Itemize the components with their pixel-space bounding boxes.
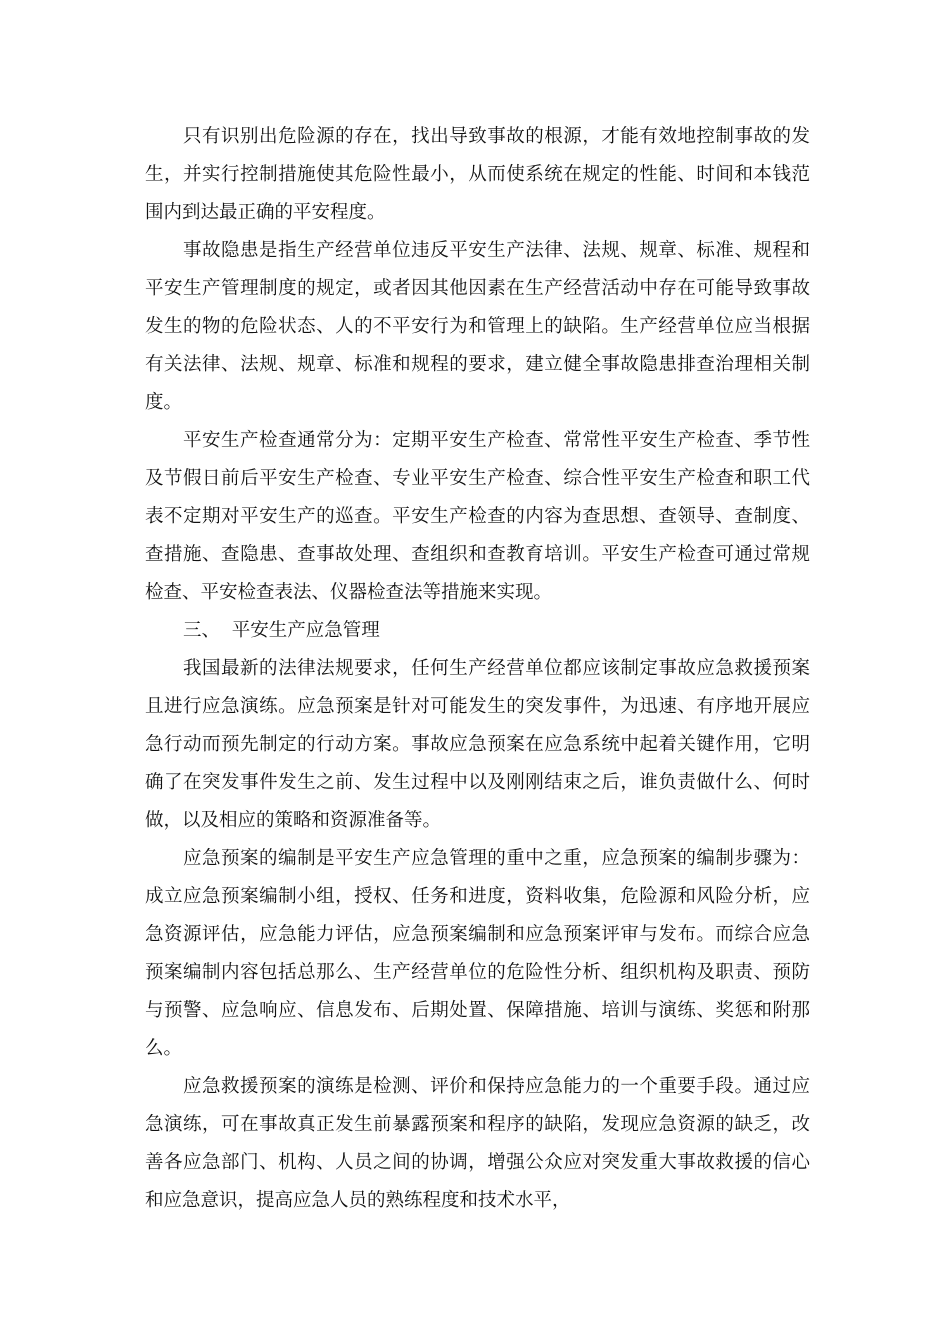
paragraph-plan-compilation: 应急预案的编制是平安生产应急管理的重中之重，应急预案的编制步骤为：成立应急预案编制小组，授权、任务和进度，资料收集，危险源和风险分析，应急资源评估，应急能力评估，应急预案编制和应急预案评审与发布。而综合应急预案编制内容包括总那么、生产经营单位的危险性分析、组织机构及职责、预防与预警、应急响应、信息发布、后期处置、保障措施、培训与演练、奖惩和附那么。 bbox=[145, 848, 810, 1059]
paragraph-accident-hazards: 事故隐患是指生产经营单位违反平安生产法律、法规、规章、标准、规程和平安生产管理制度的规定，或者因其他因素在生产经营活动中存在可能导致事故发生的物的危险状态、人的不平安行为和管理上的缺陷。生产经营单位应当根据有关法律、法规、规章、标准和规程的要求，建立健全事故隐患排查治理相关制度。 bbox=[145, 240, 810, 413]
paragraph-plan-drill: 应急救援预案的演练是检测、评价和保持应急能力的一个重要手段。通过应急演练，可在事故真正发生前暴露预案和程序的缺陷，发现应急资源的缺乏，改善各应急部门、机构、人员之间的协调，增强公众应对突发重大事故救援的信心和应急意识，提高应急人员的熟练程度和技术水平， bbox=[145, 1076, 810, 1211]
paragraph-hazard-identification: 只有识别出危险源的存在，找出导致事故的根源，才能有效地控制事故的发生，并实行控制措施使其危险性最小，从而使系统在规定的性能、时间和本钱范围内到达最正确的平安程度。 bbox=[145, 126, 810, 223]
paragraph-emergency-plan: 我国最新的法律法规要求，任何生产经营单位都应该制定事故应急救援预案且进行应急演练。应急预案是针对可能发生的突发事件，为迅速、有序地开展应急行动而预先制定的行动方案。事故应急预案在应急系统中起着关键作用，它明确了在突发事件发生之前、发生过程中以及刚刚结束之后，谁负责做什么、何时做，以及相应的策略和资源准备等。 bbox=[145, 658, 810, 831]
paragraph-safety-inspection: 平安生产检查通常分为：定期平安生产检查、常常性平安生产检查、季节性及节假日前后平安生产检查、专业平安生产检查、综合性平安生产检查和职工代表不定期对平安生产的巡查。平安生产检查的内容为查思想、查领导、查制度、查措施、查隐患、查事故处理、查组织和查教育培训。平安生产检查可通过常规检查、平安检查表法、仪器检查法等措施来实现。 bbox=[145, 430, 810, 603]
document-body bbox=[145, 118, 810, 1220]
section-heading: 三、 平安生产应急管理 bbox=[183, 620, 380, 641]
